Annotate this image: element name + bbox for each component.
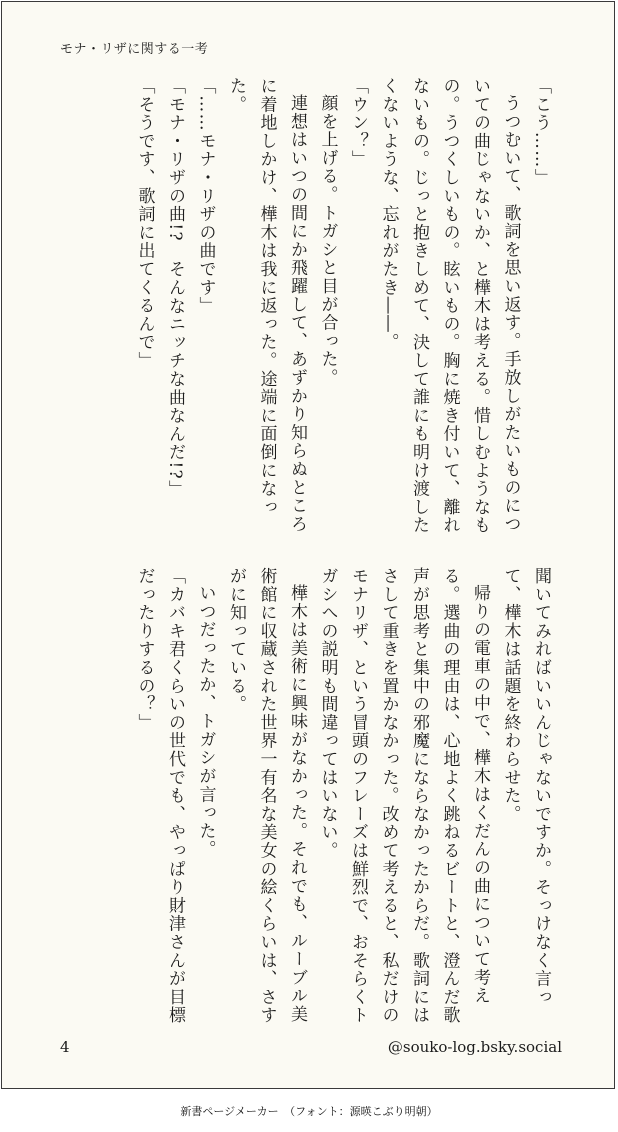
- paragraph: 「そうです、歌詞に出てくるんで」: [134, 77, 155, 370]
- paragraph: 「モナ・リザの曲!? そんなニッチな曲なんだ!?」: [165, 77, 185, 499]
- book-page: [1, 1, 615, 1089]
- paragraph: いつだったか、トガシが言った。: [195, 584, 216, 859]
- paragraph: 聞いてみればいいんじゃないですか。そっけなく言って、樺木は話題を終わらせた。: [500, 567, 551, 1007]
- generator-credit: 新書ページメーカー （フォント：源暎こぶり明朝）: [180, 1105, 438, 1118]
- author-handle: @souko-log.bsky.social: [387, 1038, 562, 1056]
- paragraph: うつむいて、歌詞を思い返す。手放しがたいものについての曲じゃないか、と樺木は考える。惜しむようなもの。うつくしいもの。眩いもの。胸に焼き付いて、離れないもの。じっと抱きしめて、決して誰にも明け渡したくないような、忘れがたき――。: [378, 77, 521, 535]
- text-column-top: [56, 77, 556, 537]
- paragraph: 連想はいつの間にか飛躍して、あずかり知らぬところに着地しかけ、樺木は我に返った。途端に面倒になった。: [226, 77, 307, 534]
- paragraph: 「こう……」: [531, 77, 551, 187]
- paragraph: 顔を上げる。トガシと目が合った。: [317, 94, 338, 387]
- running-header: モナ・リザに関する一考: [60, 42, 209, 57]
- paragraph: 「カバキ君くらいの世代でも、やっぱり財津さんが目標だったりするの？」: [134, 567, 185, 1025]
- page-number: 4: [60, 1038, 70, 1056]
- paragraph: 「ウン？」: [348, 77, 368, 169]
- text-column-bottom: [56, 567, 556, 1029]
- paragraph: 「……モナ・リザの曲です」: [195, 77, 216, 315]
- paragraph: 帰りの電車の中で、樺木はくだんの曲について考える。選曲の理由は、心地よく跳ねるビートと、澄んだ歌声が思考と集中の邪魔にならなかったからだ。歌詞にはさして重きを置かなかった。改めて考えると、私だけのモナリザ、という冒頭のフレーズは鮮烈で、おそらくトガシへの説明も間違ってはいない。: [317, 567, 490, 1025]
- paragraph: 樺木は美術に興味がなかった。それでも、ルーブル美術館に収蔵された世界一有名な美女の絵くらいは、さすがに知っている。: [226, 567, 307, 1025]
